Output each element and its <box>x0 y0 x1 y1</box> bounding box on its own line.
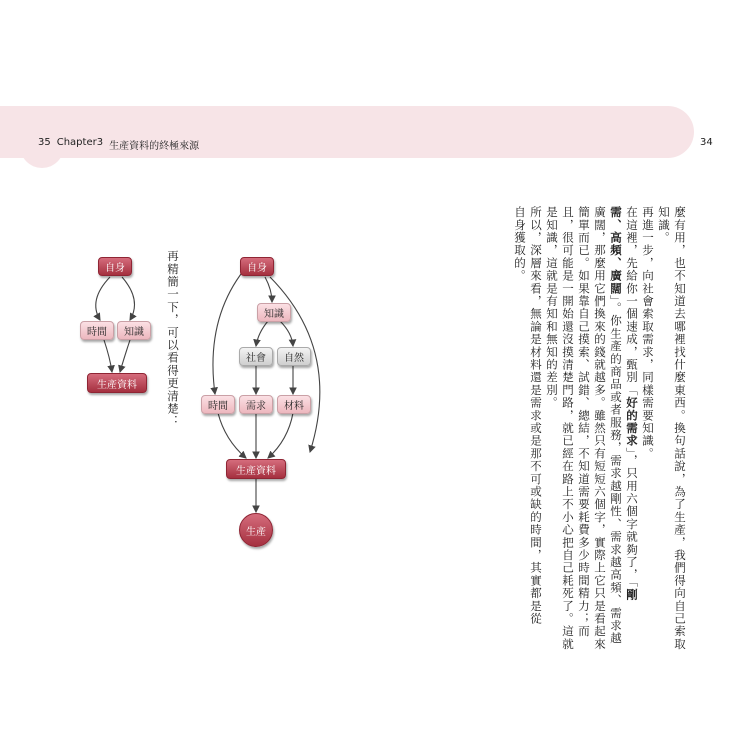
node-material: 材料 <box>277 395 311 414</box>
edge <box>280 321 293 346</box>
chapter-label: Chapter3 <box>56 137 104 148</box>
body-fragment: 在這裡，先給你一個速成，甄別「 <box>625 206 639 397</box>
edge <box>122 277 135 320</box>
left-page-number: 35 <box>38 137 51 148</box>
edge <box>96 277 110 320</box>
edge <box>104 340 112 372</box>
body-line: 麼有用，也不知道去哪裡找什麼東西。換句話說，為了生產，我們得向自己索取 <box>673 206 687 651</box>
edge <box>213 270 244 394</box>
node-knowledge: 知識 <box>257 303 291 322</box>
node-means-of-production: 生產資料 <box>226 459 286 479</box>
body-line: 廣闊，那麼用它們換來的錢就越多。雖然只有短短六個字，實際上它只是看起來 <box>593 206 607 651</box>
body-fragment: 」，只用六個字就夠了，「 <box>625 447 639 589</box>
emphasis: 需、高頻、廣闊 <box>609 206 623 295</box>
chapter-title: 生產資料的終極來源 <box>109 141 200 152</box>
node-nature: 自然 <box>277 347 311 366</box>
body-line: 所以，深層來看，無論是材料還是需求或是那不可或缺的時間，其實都是從 <box>529 206 543 626</box>
edge <box>265 277 272 302</box>
node-self: 自身 <box>240 257 274 276</box>
node-time: 時間 <box>80 321 114 340</box>
edge <box>256 321 268 346</box>
edge <box>120 340 130 372</box>
node-society: 社會 <box>239 347 273 366</box>
emphasis: 好的需求 <box>625 396 639 448</box>
body-line: 簡單而已。如果靠自己摸索、試錯、總結，不知道需要耗費多少時間精力；而 <box>577 206 591 638</box>
diagram-caption: 再精簡一下，可以看得更清楚： <box>166 250 180 428</box>
node-production: 生產 <box>239 513 273 547</box>
edge <box>268 413 293 458</box>
node-knowledge: 知識 <box>117 321 151 340</box>
body-line: 且，很可能是一開始還沒摸清楚門路，就已經在路上不小心把自己耗死了。這就 <box>561 206 575 651</box>
node-means-of-production: 生產資料 <box>87 373 147 393</box>
body-line: 知識。 <box>657 206 671 245</box>
right-page-number: 34 <box>700 137 713 148</box>
node-self: 自身 <box>98 257 132 276</box>
emphasis: 剛 <box>625 588 639 601</box>
body-line: 自身獲取的。 <box>513 206 527 283</box>
edge <box>218 413 246 458</box>
node-time: 時間 <box>201 395 235 414</box>
body-line: 再進一步，向社會索取需求，同樣需要知識。 <box>641 206 655 460</box>
body-fragment: 」。你生產的商品或者服務，需求越剛性、需求越高頻、需求越 <box>609 294 623 645</box>
body-line: 是知識，這就是有知和無知的差別。 <box>545 206 559 410</box>
node-demand: 需求 <box>239 395 273 414</box>
